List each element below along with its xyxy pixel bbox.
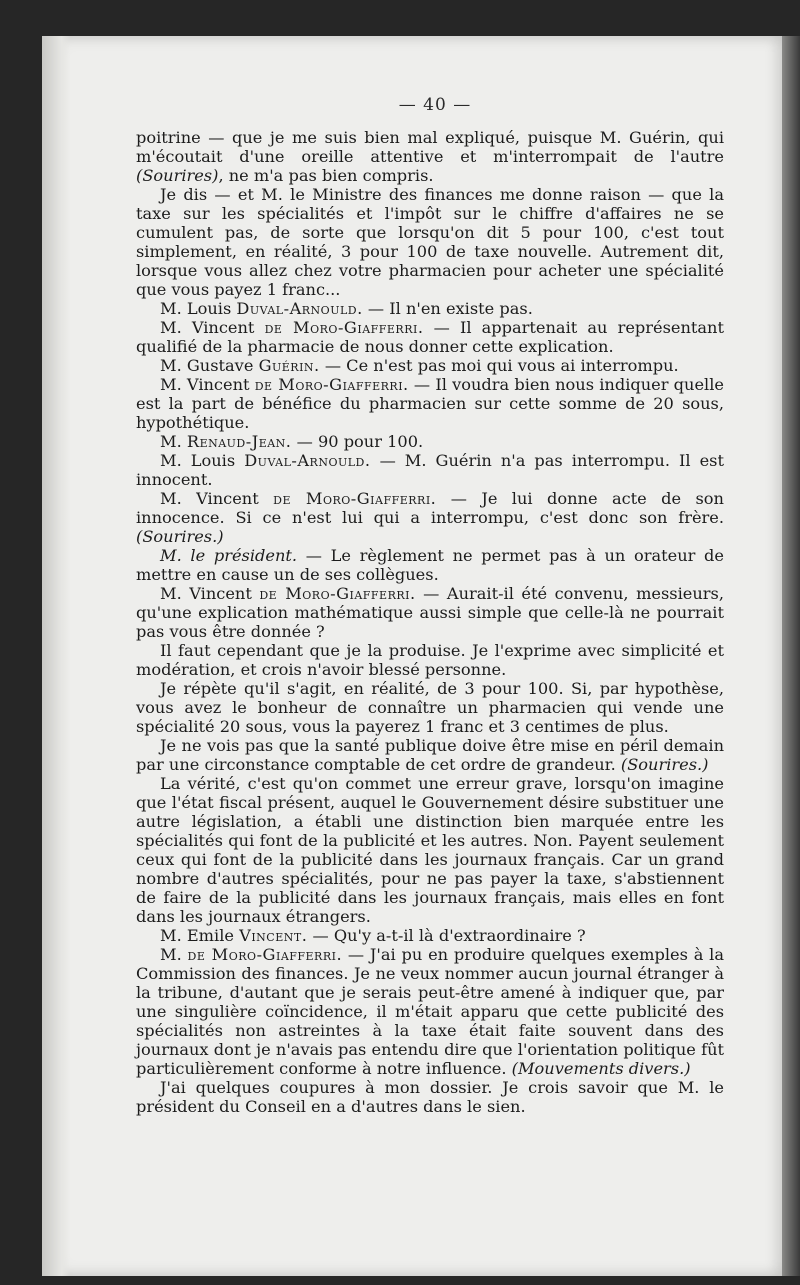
stage-direction: (Sourires.) — [620, 755, 709, 774]
paragraph-text: M. Vincent — [160, 584, 260, 603]
paragraph-text: — 90 pour 100. — [291, 432, 424, 451]
paragraph — [136, 641, 724, 679]
paragraph — [136, 774, 724, 926]
paragraph-text: — Je lui donne acte de son innocence. Si ce n'est lui qui a interrompu, c'est donc son frère. — [136, 489, 724, 527]
stage-direction: (Sourires) — [136, 166, 219, 185]
page-gutter — [42, 36, 70, 1276]
speaker-name: de Moro-Giafferri. — [254, 375, 409, 394]
speaker-name: Renaud-Jean. — [186, 432, 292, 451]
paragraph-text: — Il voudra bien nous indiquer quelle est la part de bénéfice du pharmacien sur cette somme de 20 sous, hypothétique. — [136, 375, 724, 432]
speaker-name: de Moro-Giafferri. — [259, 584, 416, 603]
speaker-name: Guérin. — [258, 356, 320, 375]
paragraph-text: M. Louis — [160, 451, 245, 470]
paragraph-text: — Aurait-il été convenu, messieurs, qu'une explication mathématique aussi simple que celle-là ne pourrait pas vous être donnée ? — [136, 584, 724, 641]
paragraph — [136, 489, 724, 546]
paragraph-text: — Qu'y a-t-il là d'extraordinaire ? — [307, 926, 586, 945]
paragraph — [136, 451, 724, 489]
paragraph-text: — Le règlement ne permet pas à un orateur de mettre en cause un de ses collègues. — [136, 546, 724, 584]
paragraph-text: J'ai quelques coupures à mon dossier. Je crois savoir que M. le président du Conseil en a d'autres dans le sien. — [136, 1078, 724, 1116]
paragraph — [136, 926, 724, 945]
paragraph-text: — Ce n'est pas moi qui vous ai interrompu. — [319, 356, 679, 375]
speaker-name: de Moro-Giafferri. — [264, 318, 424, 337]
paragraph-text: M. Emile — [160, 926, 240, 945]
paragraph-text: Je ne vois pas que la santé publique doive être mise en péril demain par une circonstance comptable de cet ordre de grandeur. — [136, 736, 724, 774]
paragraph-text: — J'ai pu en produire quelques exemples à la Commission des finances. Je ne veux nommer aucun journal étranger à la tribune, d'autant que je serais peut-être amené à indiquer que, par une singulière coïncidence, il m'était apparu que cette publicité des spécialités non astreintes à la taxe était faite souvent dans des journaux dont je n'avais pas entendu dire que l'orientation politique fût particulièrement conforme à notre influence. — [136, 945, 724, 1078]
paragraph-text: — Il appartenait au représentant qualifié de la pharmacie de nous donner cette explication. — [136, 318, 724, 356]
speaker-name: Duval-Arnould. — [244, 451, 371, 470]
paragraph-text: Je répète qu'il s'agit, en réalité, de 3 pour 100. Si, par hypothèse, vous avez le bonheur de connaître un pharmacien qui vende une spécialité 20 sous, vous la payerez 1 franc et 3 centimes de plus. — [136, 679, 724, 736]
body-text — [136, 128, 724, 1116]
paragraph-text: M. — [160, 945, 188, 964]
paragraph-text: M. Vincent — [160, 375, 255, 394]
paragraph — [136, 945, 724, 1078]
stage-direction: (Sourires.) — [136, 527, 224, 546]
paragraph-text: Il faut cependant que je la produise. Je l'exprime avec simplicité et modération, et crois n'avoir blessé personne. — [136, 641, 724, 679]
paragraph — [136, 1078, 724, 1116]
paragraph-text: Je dis — et M. le Ministre des finances me donne raison — que la taxe sur les spécialités et l'impôt sur le chiffre d'affaires ne se cumulent pas, de sorte que lorsqu'on dit 5 pour 100, c'est tout simplement, en réalité, 3 pour 100 de taxe nouvelle. Autrement dit, lorsque vous allez chez votre pharmacien pour acheter une spécialité que vous payez 1 franc... — [136, 185, 724, 299]
stage-direction: M. le président. — [160, 546, 298, 565]
paragraph-text: — M. Guérin n'a pas interrompu. Il est innocent. — [136, 451, 724, 489]
paragraph-text: M. Gustave — [160, 356, 259, 375]
paragraph-text: M. Vincent — [160, 489, 274, 508]
paragraph — [136, 736, 724, 774]
page-number: — 40 — — [398, 95, 472, 115]
paragraph — [136, 679, 724, 736]
paragraph — [136, 318, 724, 356]
speaker-name: Vincent. — [239, 926, 308, 945]
paragraph — [136, 299, 724, 318]
paragraph-text: M. — [160, 432, 187, 451]
paragraph — [136, 356, 724, 375]
page-edge — [782, 36, 800, 1276]
paragraph — [136, 432, 724, 451]
paragraph-text: poitrine — que je me suis bien mal expliqué, puisque M. Guérin, qui m'écoutait d'une oreille attentive et m'interrompait de l'autre — [136, 128, 724, 166]
speaker-name: de Moro-Giafferri. — [187, 945, 343, 964]
paragraph — [136, 375, 724, 432]
paragraph-text: M. Vincent — [160, 318, 265, 337]
paragraph-text: M. Louis — [160, 299, 237, 318]
paragraph — [136, 546, 724, 584]
paragraph-text: La vérité, c'est qu'on commet une erreur grave, lorsqu'on imagine que l'état fiscal présent, auquel le Gouvernement désire substituer une autre législation, a établi une distinction bien marquée entre les spécialités qui font de la publicité et les autres. Non. Payent seulement ceux qui font de la publicité dans les journaux français. Car un grand nombre d'autres spécialités, pour ne pas payer la taxe, s'abstiennent de faire de la publicité dans les journaux français, mais elles en font dans les journaux étrangers. — [136, 774, 724, 926]
speaker-name: Duval-Arnould. — [236, 299, 363, 318]
paragraph — [136, 185, 724, 299]
paragraph-text: , ne m'a pas bien compris. — [218, 166, 434, 185]
paragraph-text: — Il n'en existe pas. — [362, 299, 533, 318]
stage-direction: (Mouvements divers.) — [511, 1059, 691, 1078]
paragraph — [136, 584, 724, 641]
speaker-name: de Moro-Giafferri. — [273, 489, 437, 508]
paragraph — [136, 128, 724, 185]
